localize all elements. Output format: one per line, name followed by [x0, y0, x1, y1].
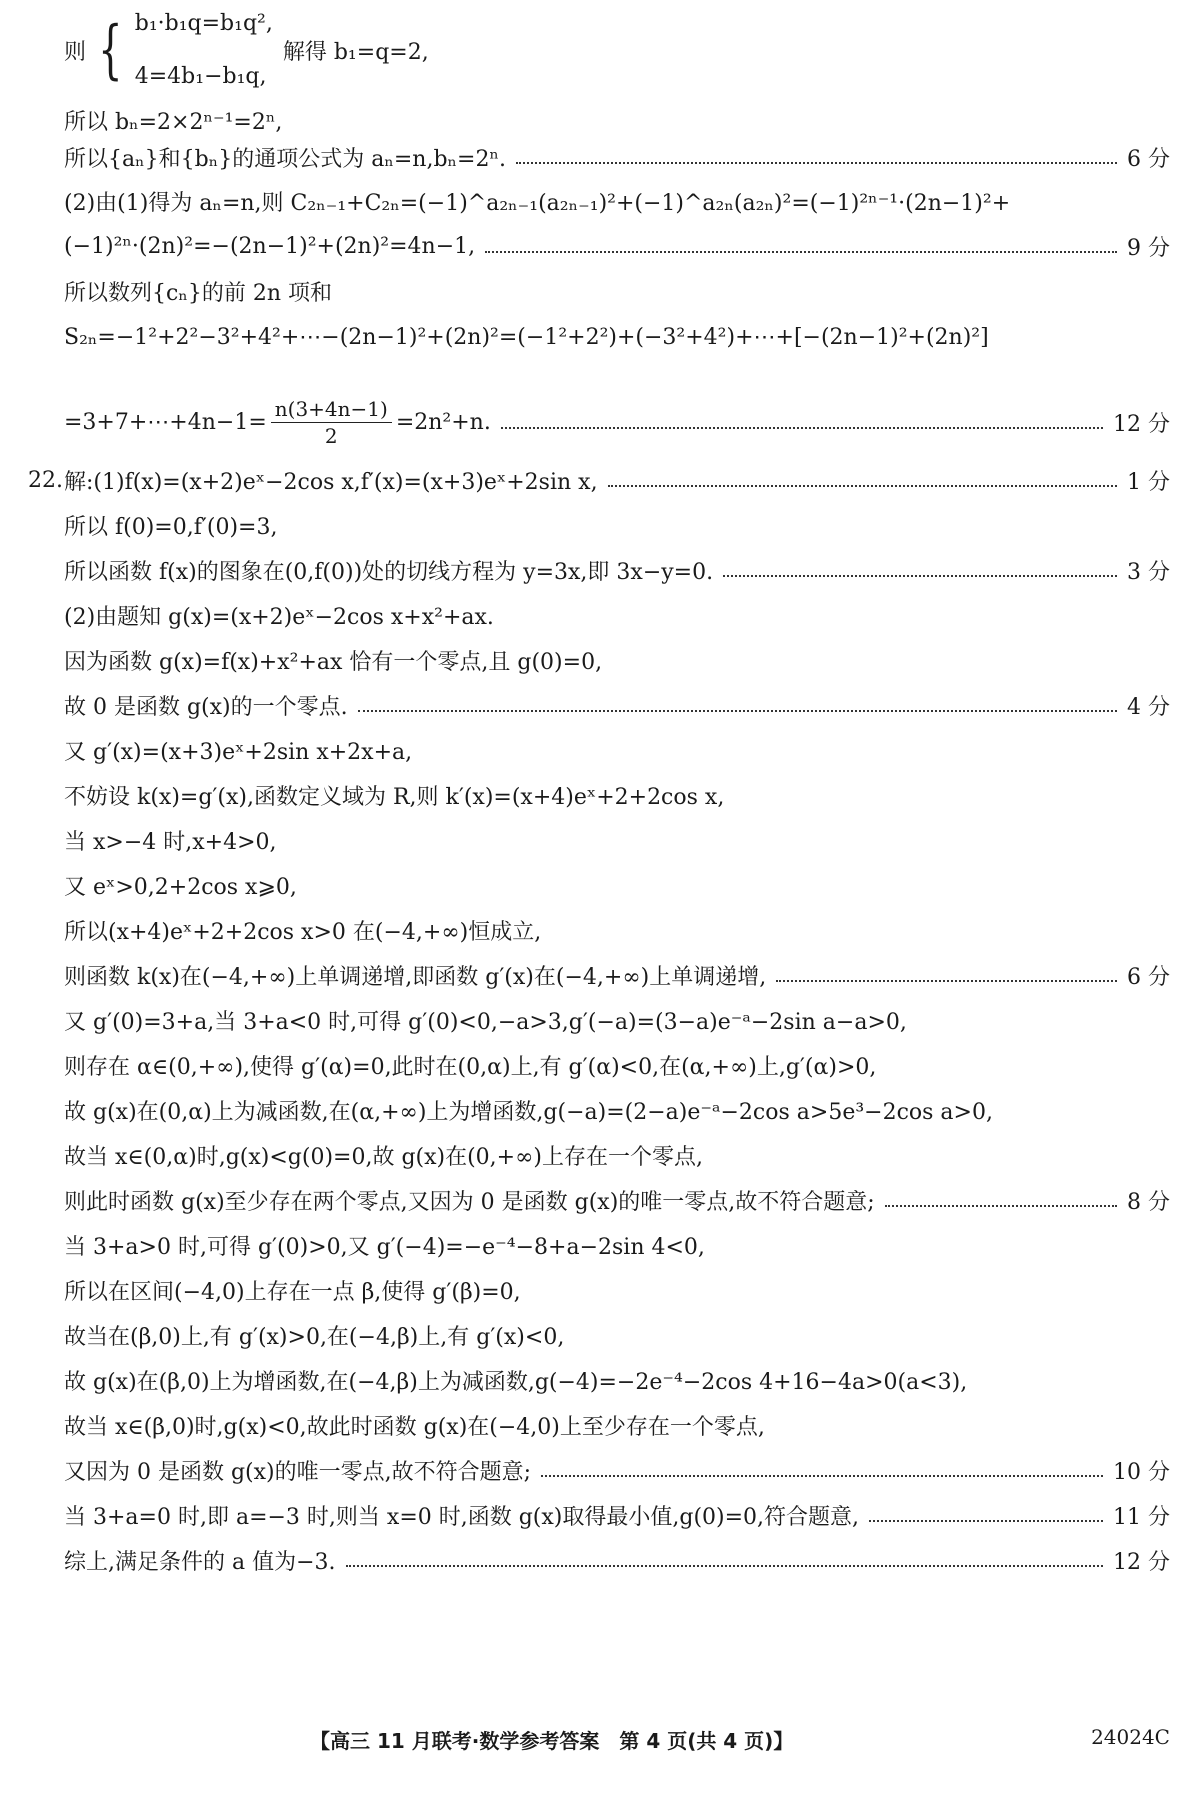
- solution-line: 综上,满足条件的 a 值为−3. 12 分: [64, 1540, 1170, 1580]
- footer-title: 【高三 11 月联考·数学参考答案 第 4 页(共 4 页)】: [310, 1729, 794, 1753]
- dotted-leader: [516, 162, 1117, 164]
- solution-line: 当 3+a=0 时,即 a=−3 时,则当 x=0 时,函数 g(x)取得最小值,g(0)=0,符合题意, 11 分: [64, 1495, 1170, 1535]
- solution-line: S₂ₙ=−1²+2²−3²+4²+⋯−(2n−1)²+(2n)²=(−1²+2²)+(−3²+4²)+⋯+[−(2n−1)²+(2n)²]: [64, 324, 989, 350]
- score-label: 12 分: [1113, 1549, 1170, 1575]
- solution-line: 不妨设 k(x)=g′(x),函数定义域为 R,则 k′(x)=(x+4)eˣ+2+2cos x,: [64, 784, 725, 810]
- solution-line: 故当在(β,0)上,有 g′(x)>0,在(−4,β)上,有 g′(x)<0,: [64, 1324, 565, 1350]
- question-number: 22.: [28, 467, 63, 493]
- solution-line: 所以 bₙ=2×2ⁿ⁻¹=2ⁿ,: [64, 109, 283, 135]
- solution-line: 故当 x∈(β,0)时,g(x)<0,故此时函数 g(x)在(−4,0)上至少存在一个零点,: [64, 1414, 765, 1440]
- solution-line: 当 x>−4 时,x+4>0,: [64, 829, 277, 855]
- solution-line: 所以函数 f(x)的图象在(0,f(0))处的切线方程为 y=3x,即 3x−y=0. 3 分: [64, 550, 1170, 590]
- solution-line: (−1)²ⁿ·(2n)²=−(2n−1)²+(2n)²=4n−1, 9 分: [64, 226, 1170, 266]
- score-label: 3 分: [1127, 559, 1170, 585]
- score-label: 10 分: [1113, 1459, 1170, 1485]
- solution-line: 故当 x∈(0,α)时,g(x)<g(0)=0,故 g(x)在(0,+∞)上存在一个零点,: [64, 1144, 704, 1170]
- solution-line: 所以 f(0)=0,f′(0)=3,: [64, 514, 278, 540]
- solution-line: 因为函数 g(x)=f(x)+x²+ax 恰有一个零点,且 g(0)=0,: [64, 649, 603, 675]
- solution-line: 则此时函数 g(x)至少存在两个零点,又因为 0 是函数 g(x)的唯一零点,故不符合题意; 8 分: [64, 1180, 1170, 1220]
- fraction: [271, 396, 392, 449]
- dotted-leader: [541, 1475, 1103, 1477]
- solution-line: 当 3+a>0 时,可得 g′(0)>0,又 g′(−4)=−e⁻⁴−8+a−2sin 4<0,: [64, 1234, 705, 1260]
- solution-line: (2)由(1)得为 aₙ=n,则 C₂ₙ₋₁+C₂ₙ=(−1)^a₂ₙ₋₁(a₂ₙ₋₁)²+(−1)^a₂ₙ(a₂ₙ)²=(−1)²ⁿ⁻¹·(2n−1)²+: [64, 190, 1011, 216]
- fraction-denominator: 2: [324, 423, 338, 448]
- score-label: 11 分: [1113, 1504, 1170, 1530]
- fraction-numerator: n(3+4n−1): [271, 396, 392, 423]
- dotted-leader: [485, 251, 1117, 253]
- score-label: 1 分: [1127, 469, 1170, 495]
- score-label: 6 分: [1127, 146, 1170, 172]
- solution-line: 又 g′(0)=3+a,当 3+a<0 时,可得 g′(0)<0,−a>3,g′(−a)=(3−a)e⁻ᵃ−2sin a−a>0,: [64, 1009, 907, 1035]
- solution-line: 所以(x+4)eˣ+2+2cos x>0 在(−4,+∞)恒成立,: [64, 919, 542, 945]
- solution-line: 所以数列{cₙ}的前 2n 项和: [64, 280, 332, 306]
- system-row-1: b₁·b₁q=b₁q²,: [134, 11, 273, 36]
- solution-line: 则函数 k(x)在(−4,+∞)上单调递增,即函数 g′(x)在(−4,+∞)上单调递增, 6 分: [64, 955, 1170, 995]
- score-label: 6 分: [1127, 964, 1170, 990]
- solution-line: 解:(1)f(x)=(x+2)eˣ−2cos x,f′(x)=(x+3)eˣ+2sin x, 1 分: [64, 460, 1170, 500]
- solution-line: 故 g(x)在(β,0)上为增函数,在(−4,β)上为减函数,g(−4)=−2e⁻⁴−2cos 4+16−4a>0(a<3),: [64, 1369, 968, 1395]
- dotted-leader: [501, 427, 1103, 429]
- solution-line: 所以在区间(−4,0)上存在一点 β,使得 g′(β)=0,: [64, 1279, 521, 1305]
- dotted-leader: [869, 1520, 1103, 1522]
- dotted-leader: [346, 1565, 1103, 1567]
- fraction-line: =3+7+⋯+4n−1= $\frac{n(3+4n-1)}{2}$ =2n²+n. 12 分: [64, 396, 1170, 448]
- solution-line: 又 g′(x)=(x+3)eˣ+2sin x+2x+a,: [64, 739, 413, 765]
- equation-system: [64, 10, 429, 90]
- score-label: 4 分: [1127, 694, 1170, 720]
- system-lead: 则: [64, 39, 87, 65]
- score-label: 12 分: [1113, 411, 1170, 437]
- dotted-leader: [608, 485, 1117, 487]
- system-rows: [135, 11, 273, 89]
- dotted-leader: [723, 575, 1117, 577]
- solution-line: 所以{aₙ}和{bₙ}的通项公式为 aₙ=n,bₙ=2ⁿ. 6 分: [64, 137, 1170, 177]
- score-label: 9 分: [1127, 235, 1170, 261]
- score-label: 8 分: [1127, 1189, 1170, 1215]
- solution-line: 又因为 0 是函数 g(x)的唯一零点,故不符合题意; 10 分: [64, 1450, 1170, 1490]
- left-brace: {: [98, 13, 123, 87]
- solution-line: 故 g(x)在(0,α)上为减函数,在(α,+∞)上为增函数,g(−a)=(2−a)e⁻ᵃ−2cos a>5e³−2cos a>0,: [64, 1099, 993, 1125]
- dotted-leader: [885, 1205, 1117, 1207]
- solution-line: 故 0 是函数 g(x)的一个零点. 4 分: [64, 685, 1170, 725]
- system-solution: 解得 b₁=q=2,: [282, 39, 429, 65]
- dotted-leader: [358, 710, 1117, 712]
- solution-line: 又 eˣ>0,2+2cos x⩾0,: [64, 874, 297, 900]
- dotted-leader: [776, 980, 1117, 982]
- system-row-2: 4=4b₁−b₁q,: [134, 64, 267, 89]
- solution-line: 则存在 α∈(0,+∞),使得 g′(α)=0,此时在(0,α)上,有 g′(α)<0,在(α,+∞)上,g′(α)>0,: [64, 1054, 877, 1080]
- footer-code: 24024C: [1091, 1725, 1170, 1749]
- page-footer: [0, 1725, 1200, 1761]
- solution-line: (2)由题知 g(x)=(x+2)eˣ−2cos x+x²+ax.: [64, 604, 494, 630]
